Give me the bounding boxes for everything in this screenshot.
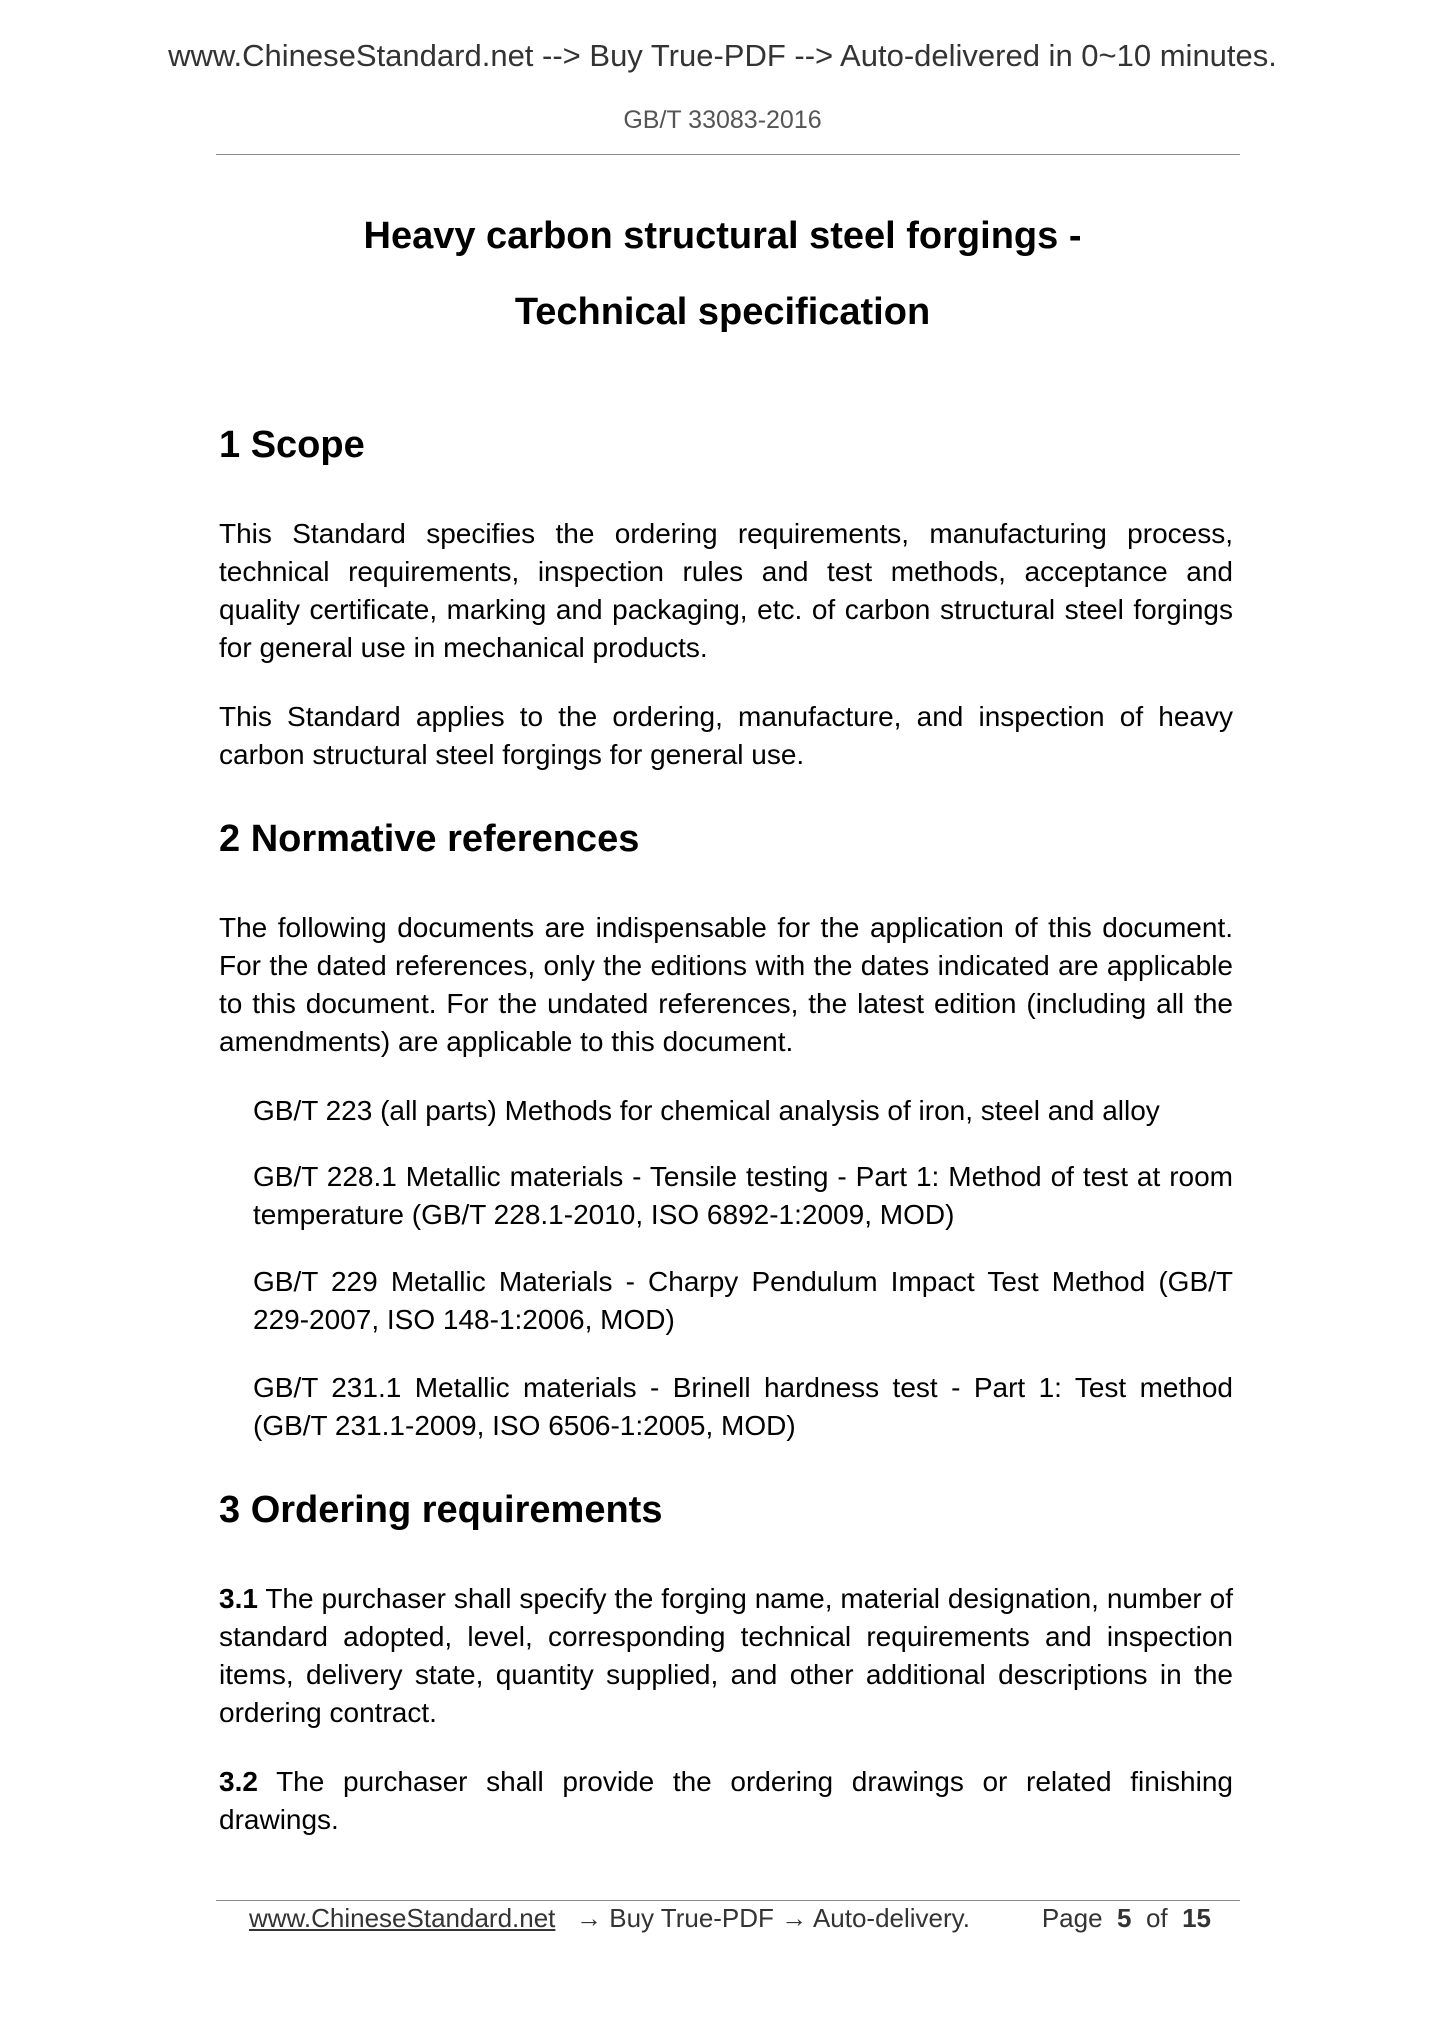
footer-site-link[interactable]: www.ChineseStandard.net: [249, 1903, 556, 1933]
clause-text: The purchaser shall provide the ordering drawings or related finishing drawings.: [219, 1766, 1233, 1835]
document-title-line-1: Heavy carbon structural steel forgings -: [363, 215, 1082, 257]
clause-3-2: [219, 1763, 1233, 1839]
standard-number: GB/T 33083-2016: [623, 106, 822, 134]
current-page: 5: [1117, 1903, 1132, 1933]
footer-tagline: → Buy True-PDF → Auto-delivery.: [576, 1903, 970, 1933]
clause-text: The purchaser shall specify the forging name, material designation, number of standard adopted, level, corresponding technical requirements and inspection items, delivery state, quantity supplied, and other additional descriptions in the ordering contract.: [219, 1583, 1233, 1728]
section-2-intro: The following documents are indispensable for the application of this document. For the dated references, only the editions with the dates indicated are applicable to this document. For the undated references, the latest edition (including all the amendments) are applicable to this document.: [219, 912, 1233, 1057]
section-3-heading: 3 Ordering requirements: [219, 1489, 663, 1531]
footer-rule: [216, 1900, 1240, 1901]
page-footer: [249, 1903, 1211, 1941]
section-1-paragraph-2: This Standard applies to the ordering, manufacture, and inspection of heavy carbon structural steel forgings for general use.: [219, 701, 1233, 770]
clause-3-1: [219, 1580, 1233, 1732]
page-counter: [1042, 1903, 1211, 1934]
clause-number: 3.2: [219, 1766, 258, 1797]
reference-item: GB/T 228.1 Metallic materials - Tensile testing - Part 1: Method of test at room temperature (GB/T 228.1-2010, ISO 6892-1:2009, MOD): [253, 1161, 1233, 1230]
header-rule: [216, 154, 1240, 155]
clause-number: 3.1: [219, 1583, 258, 1614]
reference-item: GB/T 231.1 Metallic materials - Brinell hardness test - Part 1: Test method (GB/T 231.1-2009, ISO 6506-1:2005, MOD): [253, 1372, 1233, 1441]
reference-item: GB/T 223 (all parts) Methods for chemical analysis of iron, steel and alloy: [253, 1095, 1160, 1126]
section-2-heading: 2 Normative references: [219, 818, 640, 860]
reference-item: GB/T 229 Metallic Materials - Charpy Pendulum Impact Test Method (GB/T 229-2007, ISO 148-1:2006, MOD): [253, 1266, 1233, 1335]
banner-text: www.ChineseStandard.net --> Buy True-PDF --> Auto-delivered in 0~10 minutes.: [168, 38, 1277, 73]
page-label: Page: [1041, 1903, 1103, 1933]
document-title-line-2: Technical specification: [514, 291, 931, 333]
section-1-heading: 1 Scope: [219, 424, 365, 466]
section-1-paragraph-1: This Standard specifies the ordering requirements, manufacturing process, technical requirements, inspection rules and test methods, acceptance and quality certificate, marking and packaging, etc. of carbon structural steel forgings for general use in mechanical products.: [219, 518, 1233, 663]
total-pages: 15: [1182, 1903, 1211, 1933]
of-label: of: [1145, 1903, 1168, 1933]
